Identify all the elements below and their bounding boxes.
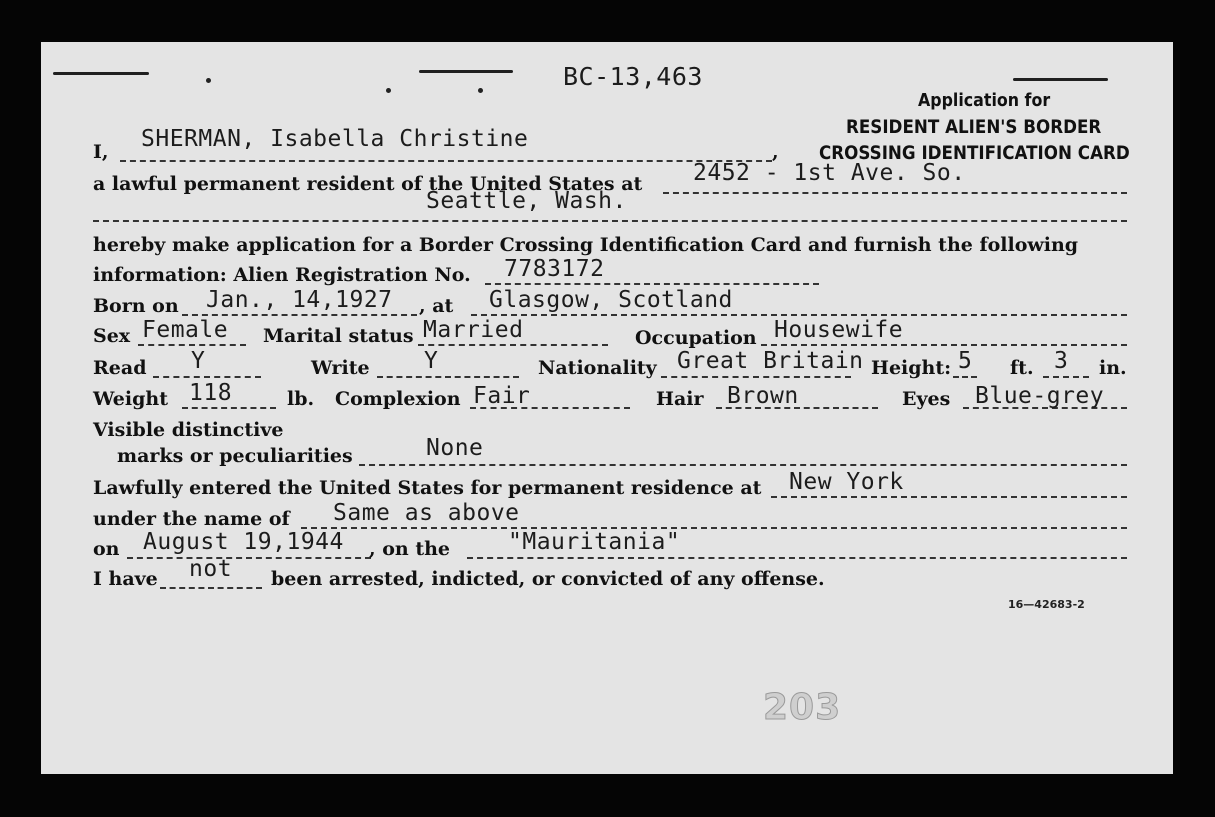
top-dot (386, 88, 391, 93)
header-line-2: RESIDENT ALIEN'S BORDER (846, 116, 1102, 138)
alien-reg-no: 7783172 (504, 256, 605, 282)
entry-name: Same as above (333, 500, 520, 526)
nationality: Great Britain (677, 348, 864, 374)
label-occupation: Occupation (635, 327, 757, 349)
header-line-1: Application for (918, 90, 1051, 111)
label-complexion: Complexion (335, 388, 461, 410)
top-dot (478, 88, 483, 93)
label-comma: , (772, 141, 779, 163)
label-sex: Sex (93, 325, 131, 347)
marital-status: Married (423, 317, 524, 343)
marks-line (359, 464, 1127, 466)
marital-line (418, 344, 608, 346)
birth-date-line (182, 314, 417, 316)
write-line (377, 376, 519, 378)
top-mark-right (1013, 78, 1108, 81)
label-hair: Hair (656, 388, 704, 410)
height-ft-line (953, 376, 977, 378)
header-line-3: CROSSING IDENTIFICATION CARD (819, 142, 1130, 164)
label-at: , at (419, 295, 454, 317)
label-nationality: Nationality (538, 357, 657, 379)
alien-reg-line (485, 283, 819, 285)
birth-place: Glasgow, Scotland (489, 287, 733, 313)
label-height: Height: (871, 357, 952, 379)
sex-line (138, 344, 246, 346)
top-mark-center (419, 70, 513, 73)
address-line-1: 2452 - 1st Ave. So. (693, 160, 966, 186)
label-ft: ft. (1010, 357, 1034, 379)
top-mark-left (53, 72, 149, 75)
label-read: Read (93, 357, 147, 379)
occupation: Housewife (774, 317, 904, 343)
applicant-name: SHERMAN, Isabella Christine (141, 126, 529, 152)
label-under-name: under the name of (93, 508, 290, 530)
entry-place-line (771, 496, 1127, 498)
label-write: Write (311, 357, 370, 379)
height-in: 3 (1054, 348, 1069, 374)
label-lb: lb. (287, 388, 315, 410)
entry-date: August 19,1944 (143, 529, 344, 555)
stamp-number: 203 (763, 687, 842, 728)
entry-date-line (127, 557, 371, 559)
label-born-on: Born on (93, 295, 179, 317)
weight-line (182, 407, 276, 409)
arrest-line (160, 587, 262, 589)
arrest-status: not (189, 556, 233, 582)
vessel-line (467, 557, 1127, 559)
label-marks: marks or peculiarities (117, 445, 353, 467)
label-visible-distinctive: Visible distinctive (93, 419, 284, 441)
read-line (153, 376, 261, 378)
form-number: 16—42683-2 (1008, 598, 1085, 611)
occupation-line (761, 344, 1127, 346)
label-weight: Weight (93, 388, 168, 410)
birth-place-line (471, 314, 1127, 316)
address-line (663, 192, 1127, 194)
nationality-line (661, 376, 851, 378)
birth-date: Jan., 14,1927 (206, 287, 393, 313)
label-i-have: I have (93, 568, 158, 590)
eyes: Blue-grey (975, 383, 1105, 409)
label-arrested: been arrested, indicted, or convicted of any offense. (271, 568, 825, 590)
entry-name-line (301, 527, 1127, 529)
top-dot (206, 78, 211, 83)
address-line-2: Seattle, Wash. (426, 188, 627, 214)
label-lawfully-entered: Lawfully entered the United States for permanent residence at (93, 477, 762, 499)
write-value: Y (424, 348, 439, 374)
height-in-line (1043, 376, 1089, 378)
label-information: information: Alien Registration No. (93, 264, 471, 286)
card-number: BC-13,463 (563, 62, 703, 91)
label-on-the: , on the (369, 538, 451, 560)
label-on: on (93, 538, 120, 560)
label-resident-of: a lawful permanent resident of the United States at (93, 173, 643, 195)
name-line (120, 160, 772, 162)
label-eyes: Eyes (902, 388, 951, 410)
weight: 118 (189, 380, 233, 406)
vessel: "Mauritania" (508, 529, 681, 555)
complexion: Fair (473, 383, 531, 409)
label-hereby: hereby make application for a Border Crossing Identification Card and furnish the following (93, 234, 1079, 256)
height-ft: 5 (958, 348, 973, 374)
border-crossing-card (41, 42, 1173, 774)
label-marital-status: Marital status (263, 325, 414, 347)
sex-value: Female (142, 317, 229, 343)
label-i: I, (93, 141, 109, 163)
entry-place: New York (789, 469, 904, 495)
label-in: in. (1099, 357, 1127, 379)
address-continuation-line (93, 220, 1127, 222)
read-value: Y (191, 348, 206, 374)
marks-value: None (426, 435, 484, 461)
hair: Brown (727, 383, 799, 409)
